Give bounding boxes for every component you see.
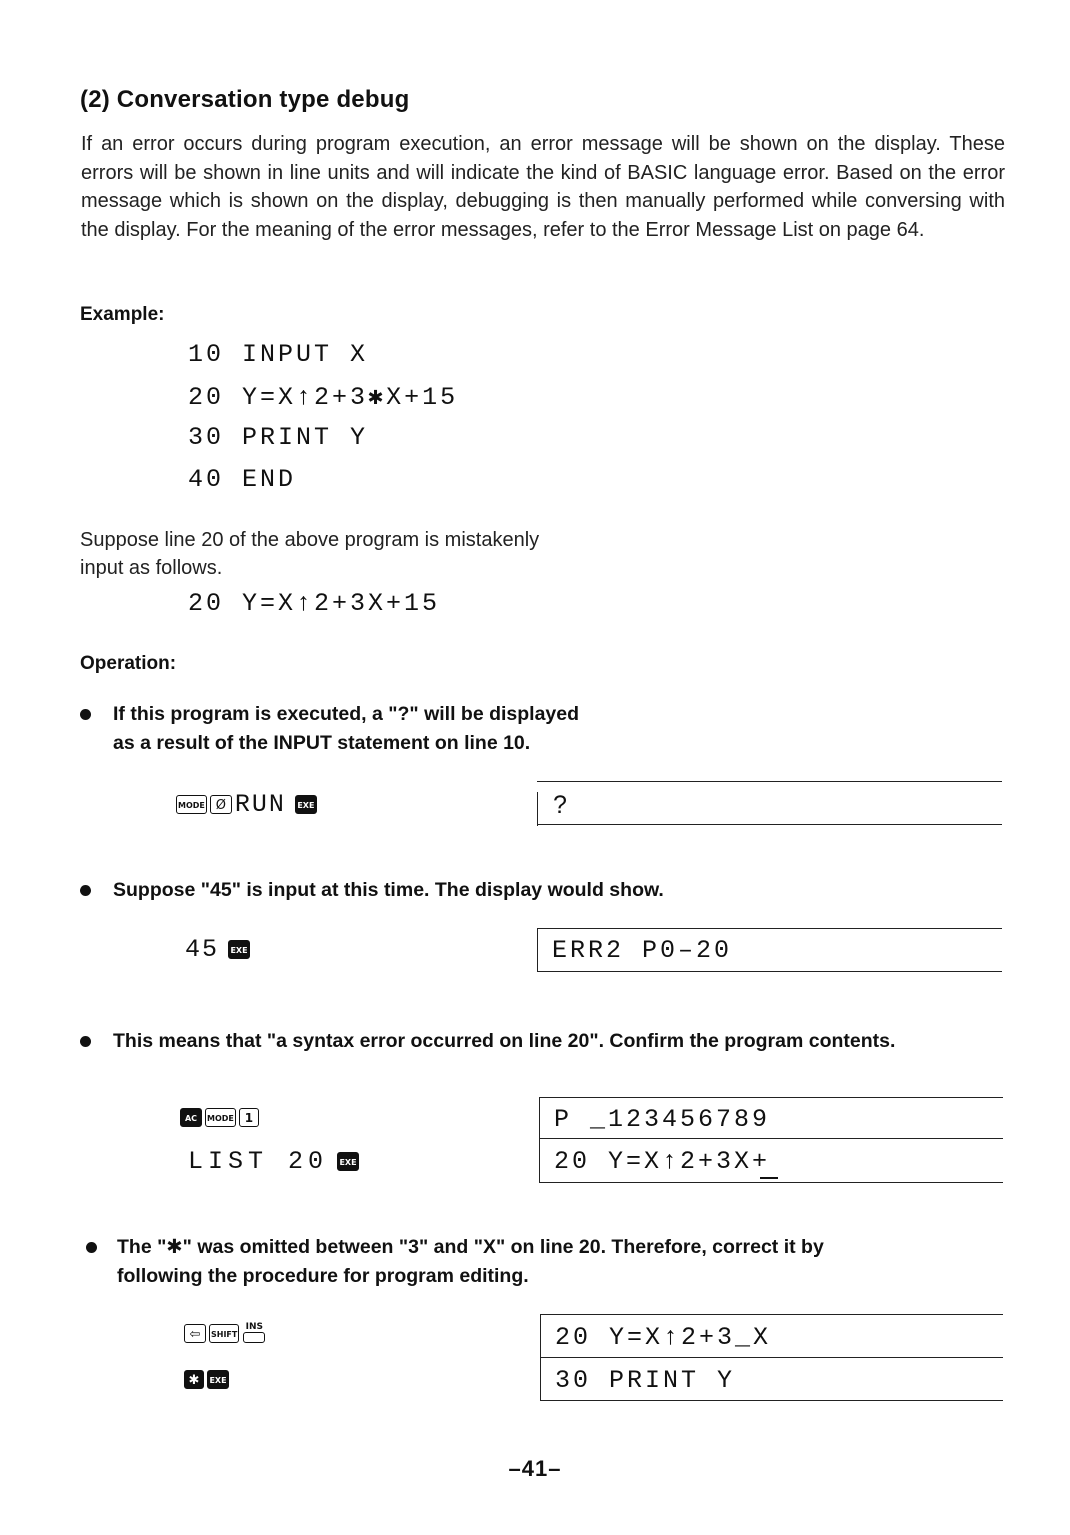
typed-45: 45 — [185, 935, 220, 964]
display-separator — [540, 1138, 1003, 1139]
section-heading: (2) Conversation type debug — [80, 86, 410, 113]
step-4-keys-row2 — [184, 1370, 229, 1389]
code-line-10: 10 INPUT X — [188, 340, 369, 369]
display-3 — [539, 1097, 1003, 1183]
step-3-text-line1: This means that "a syntax error occurred on line 20". Confirm the program contents. — [113, 1030, 896, 1052]
operation-label: Operation: — [80, 653, 177, 674]
intro-paragraph: If an error occurs during program execution, an error message will be shown on the display. These errors will be shown in line units and will indicate the kind of BASIC language error. Based on the error message which is shown on the display, debugging is then manually performed while conversing with the display. For the meaning of the error messages, refer to the Error Message List on page 64. — [81, 133, 1005, 241]
display-separator — [541, 1357, 1003, 1358]
ac-key-icon: AC — [180, 1108, 202, 1127]
shift-key-icon: SHIFT — [209, 1324, 239, 1343]
display-3-row-1: P _123456789 — [554, 1105, 771, 1134]
step-2-bullet — [80, 876, 1040, 906]
step-1-keys — [176, 790, 317, 819]
display-4 — [540, 1314, 1003, 1401]
code-line-30: 30 PRINT Y — [188, 423, 369, 452]
exe-key-icon: EXE — [207, 1370, 229, 1389]
display-2 — [537, 928, 1002, 972]
left-arrow-key-icon: ⇦ — [184, 1324, 206, 1343]
step-3-bullet — [80, 1027, 1040, 1057]
bullet-dot — [86, 1242, 97, 1253]
step-1-bullet — [80, 700, 980, 760]
typed-run: RUN — [234, 790, 286, 819]
display-3-row-2: 20 Y=X↑2+3X+ — [554, 1147, 771, 1176]
exe-key-icon: EXE — [228, 940, 250, 959]
display-2-row-1: ERR2 P0–20 — [552, 936, 733, 965]
mode-key-icon: MODE — [176, 795, 207, 814]
ins-key-label: INS — [245, 1322, 264, 1332]
cursor-underline — [760, 1177, 778, 1179]
zero-slash-key-icon: Ø — [210, 795, 232, 814]
display-edge — [537, 792, 538, 826]
display-1 — [537, 781, 1002, 825]
display-4-row-2: 30 PRINT Y — [555, 1366, 736, 1395]
step-4-bullet — [86, 1233, 1011, 1293]
ins-key-icon — [242, 1323, 266, 1343]
exe-key-icon: EXE — [295, 795, 317, 814]
ins-key-button — [243, 1332, 265, 1343]
mistake-text-line1: Suppose line 20 of the above program is mistakenly — [80, 529, 540, 551]
step-4-text-line1: The "✱" was omitted between "3" and "X" on line 20. Therefore, correct it by — [117, 1236, 824, 1258]
multiply-key-icon: ✱ — [184, 1370, 204, 1389]
step-2-text-line1: Suppose "45" is input at this time. The display would show. — [113, 879, 664, 901]
example-label: Example: — [80, 304, 165, 325]
display-4-row-1: 20 Y=X↑2+3_X — [555, 1323, 772, 1352]
bullet-dot — [80, 885, 91, 896]
step-4-keys-row1 — [184, 1323, 266, 1343]
code-line-20: 20 Y=X↑2+3✱X+15 — [188, 383, 459, 412]
code-line-40: 40 END — [188, 465, 297, 494]
step-3-keys-row1 — [180, 1108, 259, 1127]
step-2-keys — [185, 935, 250, 964]
step-1-text-line1: If this program is executed, a "?" will be displayed — [113, 703, 580, 725]
step-4-text-line2: following the procedure for program editing. — [117, 1265, 529, 1287]
mode-key-icon: MODE — [205, 1108, 236, 1127]
bullet-dot — [80, 1036, 91, 1047]
mistake-text-line2: input as follows. — [80, 557, 223, 579]
page-number: –41– — [508, 1456, 562, 1481]
typed-list-20: LIST 20 — [188, 1147, 329, 1176]
one-key-icon: 1 — [239, 1108, 259, 1127]
mistake-code: 20 Y=X↑2+3X+15 — [188, 589, 441, 618]
exe-key-icon: EXE — [337, 1152, 359, 1171]
bullet-dot — [80, 709, 91, 720]
step-1-text-line2: as a result of the INPUT statement on line 10. — [113, 732, 531, 754]
step-3-keys-row2 — [188, 1147, 359, 1176]
display-1-row-1: ? — [553, 791, 570, 819]
